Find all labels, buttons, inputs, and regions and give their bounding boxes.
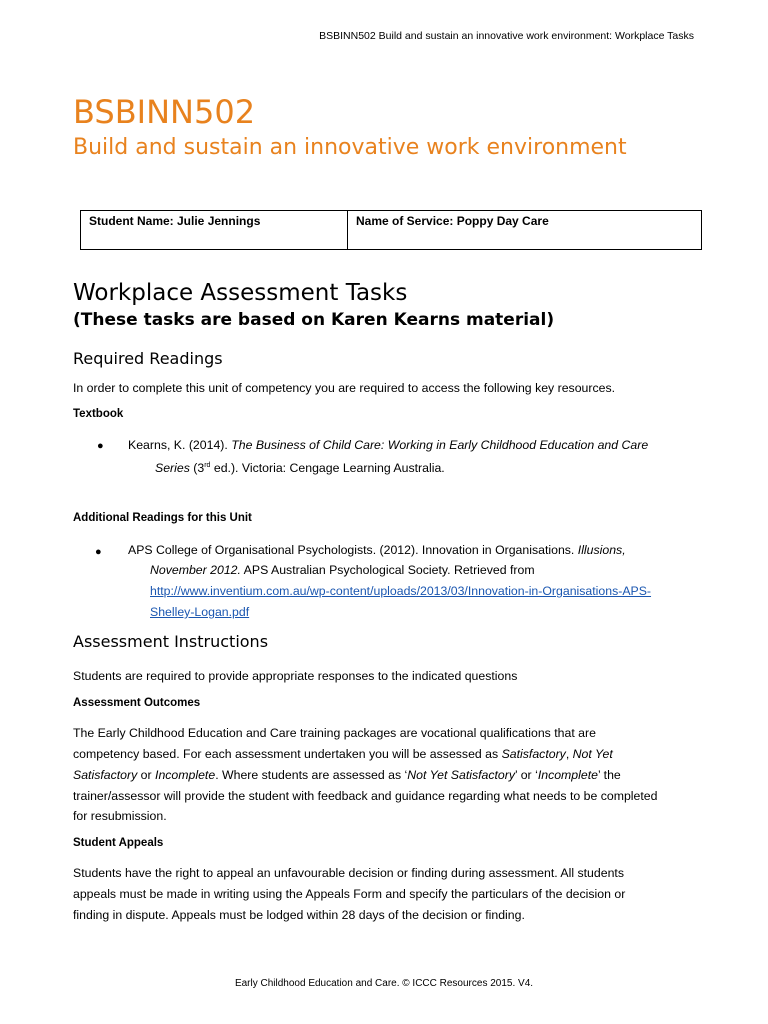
running-header: BSBINN502 Build and sustain an innovative work environment: Workplace Tasks	[319, 30, 694, 42]
readings-heading: Required Readings	[73, 349, 223, 368]
outcomes-line1: The Early Childhood Education and Care training packages are vocational qualifications that are	[73, 726, 596, 740]
additional-entry-link2[interactable]	[150, 602, 730, 622]
additional-entry-line1: APS College of Organisational Psychologists. (2012). Innovation in Organisations. Illusions,	[128, 543, 626, 557]
additional-readings-label: Additional Readings for this Unit	[73, 512, 252, 524]
unit-code: BSBINN502	[73, 93, 256, 131]
bullet-icon: ●	[97, 440, 104, 452]
appeals-line3: finding in dispute. Appeals must be lodged within 28 days of the decision or finding.	[73, 908, 525, 922]
outcomes-line4: trainer/assessor will provide the student with feedback and guidance regarding what needs to be completed	[73, 789, 658, 803]
textbook-entry-line2: Series (3rd ed.). Victoria: Cengage Learning Australia.	[155, 461, 445, 476]
textbook-label: Textbook	[73, 408, 124, 420]
textbook-entry-line1: Kearns, K. (2014). The Business of Child Care: Working in Early Childhood Education and Care	[128, 438, 649, 452]
readings-intro: In order to complete this unit of competency you are required to access the following key resources.	[73, 381, 616, 395]
unit-title: Build and sustain an innovative work environment	[73, 135, 627, 160]
page-footer: Early Childhood Education and Care. © ICCC Resources 2015. V4.	[234, 978, 534, 989]
bullet-icon: ●	[95, 546, 102, 558]
appeals-line2: appeals must be made in writing using the Appeals Form and specify the particulars of the decision or	[73, 887, 626, 901]
student-name-cell: Student Name: Julie Jennings	[81, 211, 348, 250]
appeals-label: Student Appeals	[73, 837, 164, 849]
student-info-table	[80, 210, 702, 250]
inventium-link-cont[interactable]: Shelley-Logan.pdf	[150, 605, 250, 619]
tasks-heading: Workplace Assessment Tasks	[73, 280, 408, 306]
outcomes-line2: competency based. For each assessment undertaken you will be assessed as Satisfactory, Not Yet	[73, 747, 613, 761]
outcomes-line5: for resubmission.	[73, 809, 167, 823]
outcomes-line3: Satisfactory or Incomplete. Where students are assessed as ‘Not Yet Satisfactory’ or ‘Incomplete’ the	[73, 768, 621, 782]
tasks-subheading: (These tasks are based on Karen Kearns material)	[73, 310, 555, 330]
instructions-heading: Assessment Instructions	[73, 632, 269, 651]
additional-entry-link1[interactable]	[150, 581, 730, 601]
appeals-line1: Students have the right to appeal an unfavourable decision or finding during assessment. All students	[73, 866, 624, 880]
instructions-intro: Students are required to provide appropriate responses to the indicated questions	[73, 669, 518, 683]
outcomes-label: Assessment Outcomes	[73, 697, 201, 709]
service-name-cell: Name of Service: Poppy Day Care	[348, 211, 702, 250]
inventium-link[interactable]: http://www.inventium.com.au/wp-content/uploads/2013/03/Innovation-in-Organisations-APS-	[150, 584, 652, 598]
additional-entry-line2: November 2012. APS Australian Psychological Society. Retrieved from	[150, 563, 535, 577]
